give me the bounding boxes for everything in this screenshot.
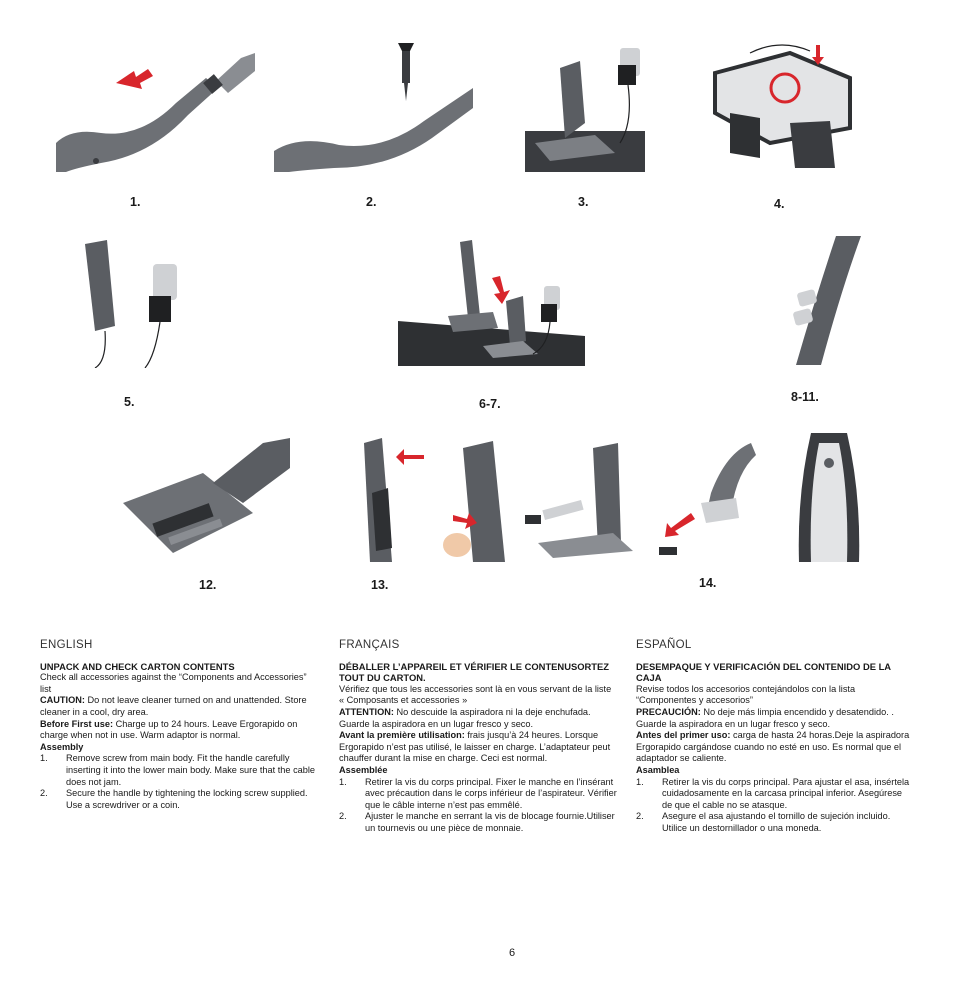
- figure-14b-handheld-front: [781, 433, 880, 562]
- caution-paragraph: PRECAUCIÓN: No deje más limpia encendido y desatendido. . Guarde la aspiradora en un lugar fresco y seco.: [636, 706, 894, 729]
- figure-label-5: 5.: [124, 395, 135, 409]
- assembly-heading: Assembly: [40, 741, 84, 752]
- list-item: 1. Retirer la vis du corps principal. Para ajustar el asa, insértela cuidadosamente en la carcasa principal inferior. Asegúrese de que el cable no se atasque.: [636, 776, 910, 810]
- language-heading-english: ENGLISH: [40, 639, 93, 651]
- figure-label-4: 4.: [774, 197, 785, 211]
- figure-13b-charger-detail: [443, 433, 633, 562]
- assembly-steps: [339, 777, 617, 835]
- check-text: Revise todos los accesorios contejándolos con la lista “Componentes y accesorios”: [636, 683, 856, 706]
- column-french: [339, 640, 617, 835]
- first-use-paragraph: Antes del primer uso: carga de hasta 24 horas.Deje la aspiradora Ergorapido cargándose cuando no esté en uso. Es normal que el adaptador se caliente.: [636, 730, 910, 764]
- list-item: 2. Ajuster le manche en serrant la vis de blocage fournie.Utiliser un tournevis ou une pièce de monnaie.: [339, 811, 615, 833]
- figure-3-charging-base: [525, 43, 645, 172]
- figure-label-8-11: 8-11.: [791, 390, 819, 404]
- section-heading: DESEMPAQUE Y VERIFICACIÓN DEL CONTENIDO DE LA CAJA: [636, 660, 891, 684]
- page-number: 6: [509, 947, 516, 959]
- figure-12-nozzle-underside: [113, 433, 290, 562]
- figure-6-7-place-on-charger: [398, 236, 585, 366]
- section-heading: DÉBALLER L’APPAREIL ET VÉRIFIER LE CONTENUSORTEZ TOUT DU CARTON.: [339, 660, 609, 684]
- figure-5-adaptor-connect: [75, 236, 183, 368]
- list-item: 1. Retirer la vis du corps principal. Fixer le manche en l’insérant avec précaution dans le corps inférieur de l’aspirateur. Vérifier que le câble interne n’est pas emmêlé.: [339, 776, 617, 810]
- caution-paragraph: CAUTION: Do not leave cleaner turned on and unattended. Store cleaner in a cool, dry area.: [40, 695, 307, 717]
- language-heading-spanish: ESPAÑOL: [636, 639, 692, 651]
- figure-label-12: 12.: [199, 578, 217, 592]
- figure-label-2: 2.: [366, 195, 377, 209]
- check-text: Vérifiez que tous les accessories sont là en vous servant de la liste « Composants et accessories »: [339, 683, 612, 706]
- figure-13a-release-handheld: [334, 433, 443, 562]
- attention-paragraph: ATTENTION: No descuide la aspiradora ni la deje enchufada. Guarde la aspiradora en un lugar fresco y seco.: [339, 706, 591, 729]
- figure-4-base-underside: [710, 43, 856, 172]
- first-use-paragraph: Before First use: Charge up to 24 hours. Leave Ergorapido on charge when not in use. Warm adaptor is normal.: [40, 718, 298, 741]
- figure-label-13: 13.: [371, 578, 389, 592]
- figure-label-14: 14.: [699, 576, 717, 590]
- list-item: 1. Remove screw from main body. Fit the handle carefully inserting it into the lower main body. Make sure that the cable does not jam.: [40, 753, 316, 787]
- column-spanish: [636, 640, 914, 835]
- check-text: Check all accessories against the “Components and Accessories” list: [40, 672, 307, 694]
- figure-2-locking-screw: [274, 43, 473, 172]
- list-item: 2. Secure the handle by tightening the locking screw supplied. Use a screwdriver or a coin.: [40, 788, 308, 810]
- figure-label-6-7: 6-7.: [479, 397, 501, 411]
- assembly-heading: Asamblea: [636, 764, 680, 775]
- figure-8-11-control-buttons: [736, 236, 886, 365]
- column-english: [40, 640, 318, 811]
- figure-1-handle-insert: [56, 43, 255, 172]
- assembly-heading: Assemblée: [339, 764, 388, 775]
- assembly-steps: [40, 753, 318, 811]
- figure-14a-handheld-empty: [651, 433, 768, 562]
- first-use-paragraph: Avant la première utilisation: frais jusqu’à 24 heures. Lorsque Ergorapido n’est pas utilisé, le laisser en charge. L’adaptateur peut chauffer durant la mise en charge. Ceci est normal.: [339, 730, 611, 764]
- language-heading-french: FRANÇAIS: [339, 639, 400, 651]
- section-heading: UNPACK AND CHECK CARTON CONTENTS: [40, 660, 235, 672]
- list-item: 2. Asegure el asa ajustando el tornillo de sujeción incluido. Utilice un destornillador o una moneda.: [636, 811, 891, 833]
- figure-label-1: 1.: [130, 195, 141, 209]
- figure-label-3: 3.: [578, 195, 589, 209]
- assembly-steps: [636, 777, 914, 835]
